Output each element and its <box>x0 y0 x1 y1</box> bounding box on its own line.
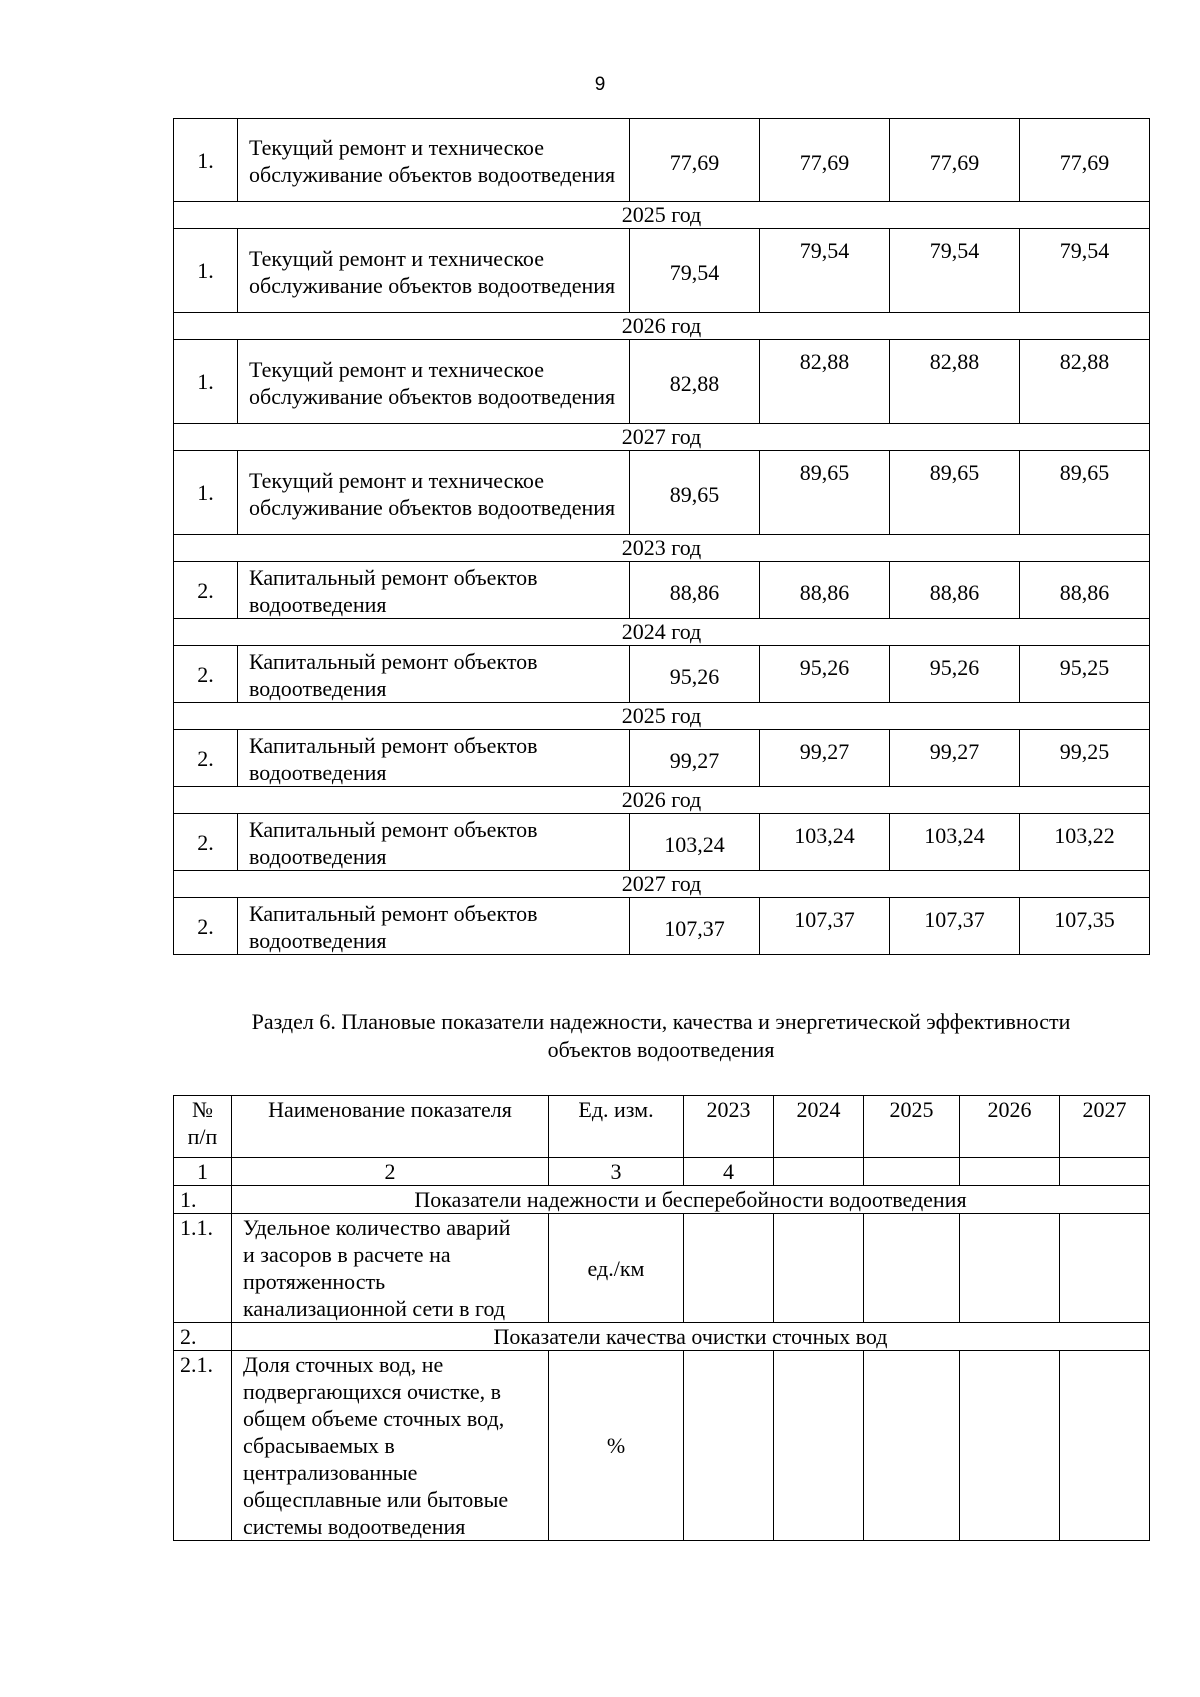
indicator-name-line: Удельное количество аварий <box>243 1215 511 1240</box>
indicator-name <box>232 1351 549 1541</box>
year-label: 2027 год <box>174 424 1150 451</box>
value-cell: 95,26 <box>630 646 760 703</box>
value-cell: 77,69 <box>760 119 890 202</box>
item-name: Текущий ремонт и техническое обслуживание объектов водоотведения <box>238 119 630 202</box>
value-cell: 89,65 <box>760 451 890 535</box>
table-row <box>174 898 1150 955</box>
year-row <box>174 787 1150 814</box>
indicator-number: 2.1. <box>174 1351 232 1541</box>
header-year: 2024 <box>774 1096 864 1158</box>
header-year: 2023 <box>684 1096 774 1158</box>
table-row <box>174 646 1150 703</box>
empty-cell <box>1060 1214 1150 1323</box>
value-cell: 82,88 <box>630 340 760 424</box>
header-year: 2025 <box>864 1096 960 1158</box>
index-row <box>174 1158 1150 1186</box>
table-row <box>174 451 1150 535</box>
value-cell: 103,24 <box>760 814 890 871</box>
value-cell: 107,37 <box>760 898 890 955</box>
empty-cell <box>1060 1158 1150 1186</box>
empty-cell <box>774 1351 864 1541</box>
value-cell: 88,86 <box>630 562 760 619</box>
indicator-name-line: Доля сточных вод, не <box>243 1352 444 1377</box>
value-cell: 99,25 <box>1020 730 1150 787</box>
section-title-line: Раздел 6. Плановые показатели надежности, качества и энергетической эффективности <box>251 1009 1071 1034</box>
indicator-name-line: централизованные <box>243 1460 418 1485</box>
index-cell: 3 <box>549 1158 684 1186</box>
group-title: Показатели качества очистки сточных вод <box>232 1323 1150 1351</box>
value-cell: 77,69 <box>890 119 1020 202</box>
value-cell: 107,37 <box>630 898 760 955</box>
item-name: Капитальный ремонт объектов водоотведения <box>238 814 630 871</box>
empty-cell <box>774 1214 864 1323</box>
value-cell: 103,24 <box>630 814 760 871</box>
row-number: 1. <box>174 340 238 424</box>
indicator-unit: % <box>549 1351 684 1541</box>
indicator-name <box>232 1214 549 1323</box>
value-cell: 103,24 <box>890 814 1020 871</box>
row-number: 2. <box>174 730 238 787</box>
year-row <box>174 313 1150 340</box>
item-name: Капитальный ремонт объектов водоотведения <box>238 562 630 619</box>
value-cell: 82,88 <box>1020 340 1150 424</box>
header-num <box>174 1096 232 1158</box>
empty-cell <box>960 1158 1060 1186</box>
year-row <box>174 202 1150 229</box>
value-cell: 79,54 <box>1020 229 1150 313</box>
empty-cell <box>1060 1351 1150 1541</box>
empty-cell <box>960 1214 1060 1323</box>
value-cell: 99,27 <box>890 730 1020 787</box>
value-cell: 89,65 <box>890 451 1020 535</box>
year-row <box>174 535 1150 562</box>
value-cell: 79,54 <box>760 229 890 313</box>
row-number: 2. <box>174 814 238 871</box>
indicator-name-line: общем объеме сточных вод, <box>243 1406 505 1431</box>
empty-cell <box>684 1214 774 1323</box>
table-row <box>174 340 1150 424</box>
item-name: Текущий ремонт и техническое обслуживание объектов водоотведения <box>238 340 630 424</box>
value-cell: 82,88 <box>760 340 890 424</box>
indicator-unit: ед./км <box>549 1214 684 1323</box>
value-cell: 89,65 <box>1020 451 1150 535</box>
value-cell: 88,86 <box>760 562 890 619</box>
row-number: 1. <box>174 451 238 535</box>
value-cell: 88,86 <box>890 562 1020 619</box>
value-cell: 89,65 <box>630 451 760 535</box>
index-cell: 2 <box>232 1158 549 1186</box>
item-name: Капитальный ремонт объектов водоотведения <box>238 898 630 955</box>
item-name: Капитальный ремонт объектов водоотведения <box>238 646 630 703</box>
indicator-name-line: общесплавные или бытовые <box>243 1487 509 1512</box>
index-cell: 1 <box>174 1158 232 1186</box>
empty-cell <box>864 1158 960 1186</box>
header-year: 2026 <box>960 1096 1060 1158</box>
page-number: 9 <box>594 74 606 95</box>
table-row <box>174 730 1150 787</box>
year-label: 2025 год <box>174 703 1150 730</box>
year-label: 2024 год <box>174 619 1150 646</box>
indicator-name-line: протяженность <box>243 1269 386 1294</box>
indicator-name-line: подвергающихся очистке, в <box>243 1379 501 1404</box>
group-title: Показатели надежности и бесперебойности водоотведения <box>232 1186 1150 1214</box>
empty-cell <box>960 1351 1060 1541</box>
indicators-table <box>173 1095 1150 1541</box>
group-row <box>174 1323 1150 1351</box>
value-cell: 103,22 <box>1020 814 1150 871</box>
table-row <box>174 562 1150 619</box>
year-row <box>174 703 1150 730</box>
header-unit: Ед. изм. <box>549 1096 684 1158</box>
header-name: Наименование показателя <box>232 1096 549 1158</box>
empty-cell <box>684 1351 774 1541</box>
group-number: 2. <box>174 1323 232 1351</box>
group-row <box>174 1186 1150 1214</box>
value-cell: 95,26 <box>760 646 890 703</box>
group-number: 1. <box>174 1186 232 1214</box>
value-cell: 82,88 <box>890 340 1020 424</box>
year-label: 2023 год <box>174 535 1150 562</box>
value-cell: 79,54 <box>890 229 1020 313</box>
value-cell: 107,35 <box>1020 898 1150 955</box>
empty-cell <box>864 1214 960 1323</box>
repair-cost-table <box>173 118 1150 955</box>
index-cell: 4 <box>684 1158 774 1186</box>
table-row <box>174 229 1150 313</box>
year-label: 2026 год <box>174 313 1150 340</box>
indicator-name-line: и засоров в расчете на <box>243 1242 451 1267</box>
table-row <box>174 119 1150 202</box>
item-name: Капитальный ремонт объектов водоотведения <box>238 730 630 787</box>
table-row <box>174 814 1150 871</box>
indicator-row <box>174 1214 1150 1323</box>
value-cell: 88,86 <box>1020 562 1150 619</box>
indicator-number: 1.1. <box>174 1214 232 1323</box>
item-name: Текущий ремонт и техническое обслуживание объектов водоотведения <box>238 229 630 313</box>
section-title <box>173 1008 1149 1064</box>
row-number: 2. <box>174 898 238 955</box>
value-cell: 77,69 <box>1020 119 1150 202</box>
row-number: 2. <box>174 646 238 703</box>
section-title-line: объектов водоотведения <box>547 1037 775 1062</box>
header-row <box>174 1096 1150 1158</box>
value-cell: 95,25 <box>1020 646 1150 703</box>
year-row <box>174 619 1150 646</box>
row-number: 1. <box>174 229 238 313</box>
empty-cell <box>774 1158 864 1186</box>
header-year: 2027 <box>1060 1096 1150 1158</box>
header-num-line: № <box>192 1097 213 1122</box>
year-label: 2025 год <box>174 202 1150 229</box>
header-num-line: п/п <box>187 1124 218 1149</box>
value-cell: 77,69 <box>630 119 760 202</box>
indicator-row <box>174 1351 1150 1541</box>
indicator-name-line: системы водоотведения <box>243 1514 466 1539</box>
year-label: 2027 год <box>174 871 1150 898</box>
item-name: Текущий ремонт и техническое обслуживание объектов водоотведения <box>238 451 630 535</box>
value-cell: 95,26 <box>890 646 1020 703</box>
year-label: 2026 год <box>174 787 1150 814</box>
row-number: 1. <box>174 119 238 202</box>
row-number: 2. <box>174 562 238 619</box>
year-row <box>174 871 1150 898</box>
value-cell: 99,27 <box>760 730 890 787</box>
value-cell: 107,37 <box>890 898 1020 955</box>
value-cell: 99,27 <box>630 730 760 787</box>
year-row <box>174 424 1150 451</box>
indicator-name-line: канализационной сети в год <box>243 1296 506 1321</box>
empty-cell <box>864 1351 960 1541</box>
value-cell: 79,54 <box>630 229 760 313</box>
indicator-name-line: сбрасываемых в <box>243 1433 395 1458</box>
